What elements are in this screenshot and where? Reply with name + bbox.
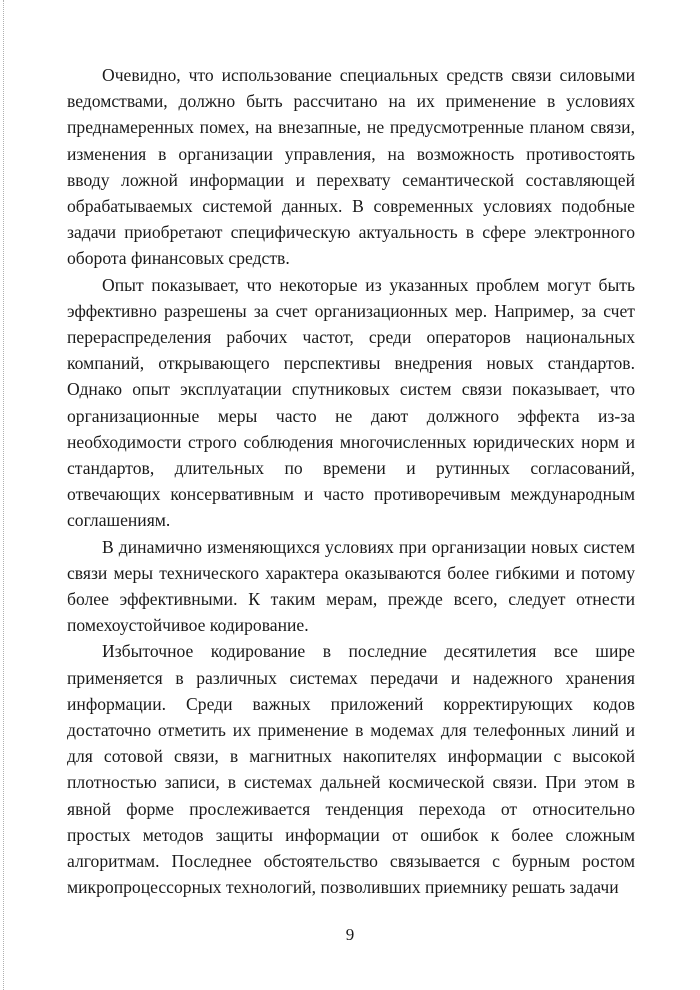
body-text bbox=[67, 62, 635, 901]
paragraph-1: Очевидно, что использование специальных средств связи силовыми ведомствами, должно быть рассчитано на их применение в условиях преднамеренных помех, на внезапные, не предусмотренные планом связи, изменения в организации управления, на возможность противостоять вводу ложной информации и перехвату семантической составляющей обрабатываемых системой данных. В современных условиях подобные задачи приобретают специфическую актуальность в сфере электронного оборота финансовых средств. bbox=[67, 65, 635, 269]
page-edge-dotted-border bbox=[3, 0, 4, 990]
paragraph-4: Избыточное кодирование в последние десятилетия все шире применяется в различных системах передачи и надежного хранения информации. Среди важных приложений корректирующих кодов достаточно отметить их применение в модемах для телефонных линий и для сотовой связи, в магнитных накопителях информации с высокой плотностью записи, в системах дальней космической связи. При этом в явной форме прослеживается тенденция перехода от относительно простых методов защиты информации от ошибок к более сложным алгоритмам. Последнее обстоятельство связывается с бурным ростом микропроцессорных технологий, позволивших приемнику решать задачи bbox=[67, 641, 635, 898]
paragraph-2: Опыт показывает, что некоторые из указанных проблем могут быть эффективно разрешены за счет организационных мер. Например, за счет перераспределения рабочих частот, среди операторов национальных компаний, открывающего перспективы внедрения новых стандартов. Однако опыт эксплуатации спутниковых систем связи показывает, что организационные меры часто не дают должного эффекта из-за необходимости строго соблюдения многочисленных юридических норм и стандартов, длительных по времени и рутинных согласований, отвечающих консервативным и часто противоречивым международным соглашениям. bbox=[67, 274, 635, 531]
paragraph-3: В динамично изменяющихся условиях при организации новых систем связи меры технического характера оказываются более гибкими и потому более эффективными. К таким мерам, прежде всего, следует отнести помехоустойчивое кодирование. bbox=[67, 536, 635, 636]
page-number: 9 bbox=[345, 925, 355, 944]
